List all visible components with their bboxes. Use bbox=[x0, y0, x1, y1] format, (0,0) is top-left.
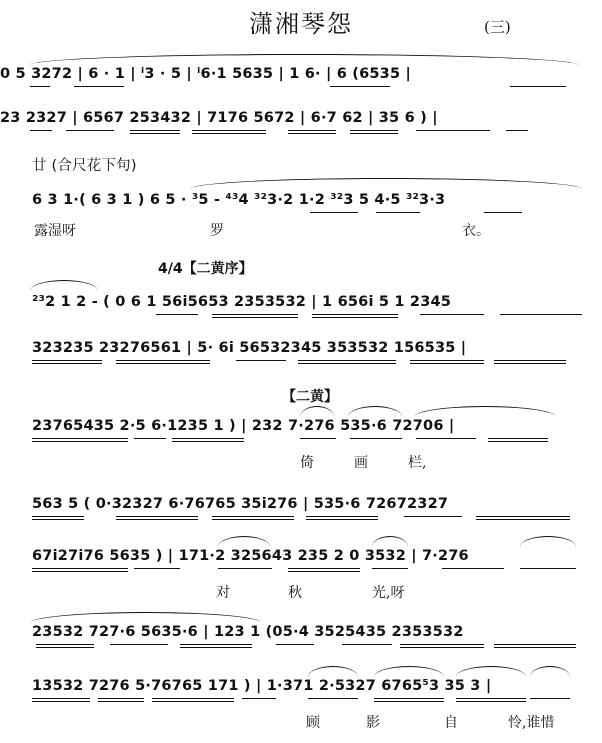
beam-line bbox=[350, 130, 398, 134]
phrase-slur bbox=[530, 666, 570, 677]
beam-line bbox=[152, 698, 234, 702]
beam-line bbox=[116, 516, 198, 520]
beam-line bbox=[180, 644, 252, 648]
notation-line-10 bbox=[0, 496, 602, 518]
notation-line-12 bbox=[0, 624, 602, 646]
beam-line bbox=[130, 130, 180, 134]
beam-line bbox=[32, 698, 90, 702]
score-title: 潇湘琴怨 bbox=[249, 10, 353, 38]
beam-line bbox=[488, 438, 548, 442]
notation-text: 323235 23276561 | 5· 6i 56532345 353532 156535 | bbox=[32, 340, 467, 356]
beam-line bbox=[98, 698, 144, 702]
beam-line bbox=[110, 644, 168, 645]
lyric-text: 衣。 bbox=[462, 223, 490, 239]
phrase-slur bbox=[30, 612, 262, 623]
beam-line bbox=[520, 568, 576, 569]
beam-line bbox=[400, 644, 484, 648]
notation-line-6 bbox=[0, 294, 602, 316]
beam-line bbox=[32, 438, 128, 442]
beam-line bbox=[32, 568, 128, 572]
beam-line bbox=[330, 86, 390, 87]
beam-line bbox=[530, 698, 570, 699]
beam-line bbox=[30, 130, 52, 131]
lyric-text: 露湿呀 bbox=[34, 223, 76, 239]
notation-line-9 bbox=[0, 418, 602, 440]
beam-line bbox=[156, 314, 198, 315]
phrase-slur bbox=[374, 666, 444, 677]
lyric-text: 栏, bbox=[408, 455, 427, 471]
beam-line bbox=[298, 360, 396, 364]
beam-line bbox=[420, 314, 484, 315]
beam-line bbox=[134, 438, 166, 439]
beam-line bbox=[242, 698, 276, 699]
notation-line-1 bbox=[0, 66, 602, 88]
lyric-text: 罗 bbox=[210, 223, 224, 239]
section-marker: 【二黄】 bbox=[282, 389, 338, 405]
notation-text: 67i27i76 5635 ) | 171·2 325643 235 2 0 3532 | 7·276 bbox=[32, 548, 469, 564]
beam-line bbox=[416, 130, 490, 131]
notation-line-11 bbox=[0, 548, 602, 570]
section-marker: 4/4【二黄序】 bbox=[158, 261, 253, 277]
lyric-text: 画 bbox=[354, 455, 368, 471]
lyric-text: 怜,谁惜 bbox=[508, 715, 555, 731]
beam-line bbox=[494, 360, 566, 364]
beam-line bbox=[308, 698, 358, 699]
beam-line bbox=[310, 212, 358, 213]
lyric-text: 倚 bbox=[300, 455, 314, 471]
phrase-slur bbox=[218, 536, 270, 547]
lyric-text: 光,呀 bbox=[372, 585, 405, 601]
beam-line bbox=[32, 516, 84, 520]
notation-line-13 bbox=[0, 678, 602, 700]
lyric-text: 秋 bbox=[288, 585, 302, 601]
beam-line bbox=[374, 698, 444, 702]
beam-line bbox=[74, 86, 124, 87]
beam-line bbox=[476, 516, 570, 520]
beam-line bbox=[66, 130, 114, 131]
phrase-slur bbox=[520, 536, 576, 547]
beam-line bbox=[312, 314, 398, 318]
phrase-slur bbox=[308, 666, 358, 677]
phrase-slur bbox=[372, 536, 408, 547]
beam-line bbox=[212, 516, 294, 520]
lyric-text: 自 bbox=[444, 715, 458, 731]
beam-line bbox=[506, 130, 528, 131]
notation-text: 廿 (合尺花下句) bbox=[32, 158, 137, 174]
notation-line-2 bbox=[0, 110, 602, 132]
notation-text: 6 3 1·( 6 3 1 ) 6 5 · ³5 - ⁴³4 ³²3·2 1·2 ³²3 5 4·5 ³²3·3 bbox=[32, 192, 446, 208]
lyric-text: 对 bbox=[216, 585, 230, 601]
notation-text: ²³2 1 2 - ( 0 6 1 56i5653 2353532 | 1 656i 5 1 2345 bbox=[32, 294, 452, 310]
beam-line bbox=[192, 130, 266, 134]
beam-line bbox=[372, 568, 408, 569]
beam-line bbox=[306, 516, 378, 520]
beam-line bbox=[32, 360, 102, 364]
beam-line bbox=[350, 438, 402, 439]
beam-line bbox=[276, 644, 314, 645]
notation-text: 0 5 3272 | 6 · 1 | ⁱ3 · 5 | ⁱ6·1 5635 | 1 6· | 6 (6535 | bbox=[0, 66, 412, 82]
phrase-slur bbox=[30, 54, 578, 65]
beam-line bbox=[410, 360, 484, 364]
beam-line bbox=[404, 516, 462, 517]
phrase-slur bbox=[190, 178, 582, 189]
phrase-slur bbox=[30, 280, 98, 291]
beam-line bbox=[484, 212, 522, 213]
phrase-slur bbox=[414, 406, 556, 417]
beam-line bbox=[36, 644, 94, 648]
notation-text: 23532 727·6 5635·6 | 123 1 (05·4 3525435 2353532 bbox=[32, 624, 464, 640]
beam-line bbox=[300, 438, 336, 439]
phrase-slur bbox=[456, 666, 526, 677]
notation-text: 13532 7276 5·76765 171 ) | 1·371 2·5327 6765⁵3 35 3 | bbox=[32, 678, 492, 694]
notation-line-7 bbox=[0, 340, 602, 362]
phrase-slur bbox=[300, 406, 334, 417]
part-number: (三) bbox=[484, 18, 511, 36]
beam-line bbox=[510, 86, 566, 87]
beam-line bbox=[442, 568, 504, 569]
notation-text: 563 5 ( 0·32327 6·76765 35i276 | 535·6 72672327 bbox=[32, 496, 449, 512]
notation-text: 23765435 2·5 6·1235 1 ) | 232 7·276 535·6 72706 | bbox=[32, 418, 455, 434]
beam-line bbox=[134, 568, 180, 569]
beam-line bbox=[376, 212, 420, 213]
beam-line bbox=[288, 130, 336, 134]
phrase-slur bbox=[348, 406, 402, 417]
beam-line bbox=[288, 568, 360, 572]
beam-line bbox=[456, 698, 526, 702]
beam-line bbox=[212, 314, 298, 318]
beam-line bbox=[30, 86, 50, 87]
beam-line bbox=[500, 314, 582, 315]
lyric-text: 影 bbox=[366, 715, 380, 731]
beam-line bbox=[342, 644, 392, 645]
notation-line-4 bbox=[0, 192, 602, 214]
beam-line bbox=[494, 644, 576, 648]
beam-line bbox=[218, 568, 272, 569]
notation-text: 23 2327 | 6567 253432 | 7176 5672 | 6·7 62 | 35 6 ) | bbox=[0, 110, 438, 126]
notation-line-3 bbox=[0, 154, 602, 176]
lyric-text: 顾 bbox=[306, 715, 320, 731]
beam-line bbox=[236, 360, 286, 361]
beam-line bbox=[416, 438, 476, 439]
beam-line bbox=[116, 360, 210, 364]
beam-line bbox=[172, 438, 244, 442]
